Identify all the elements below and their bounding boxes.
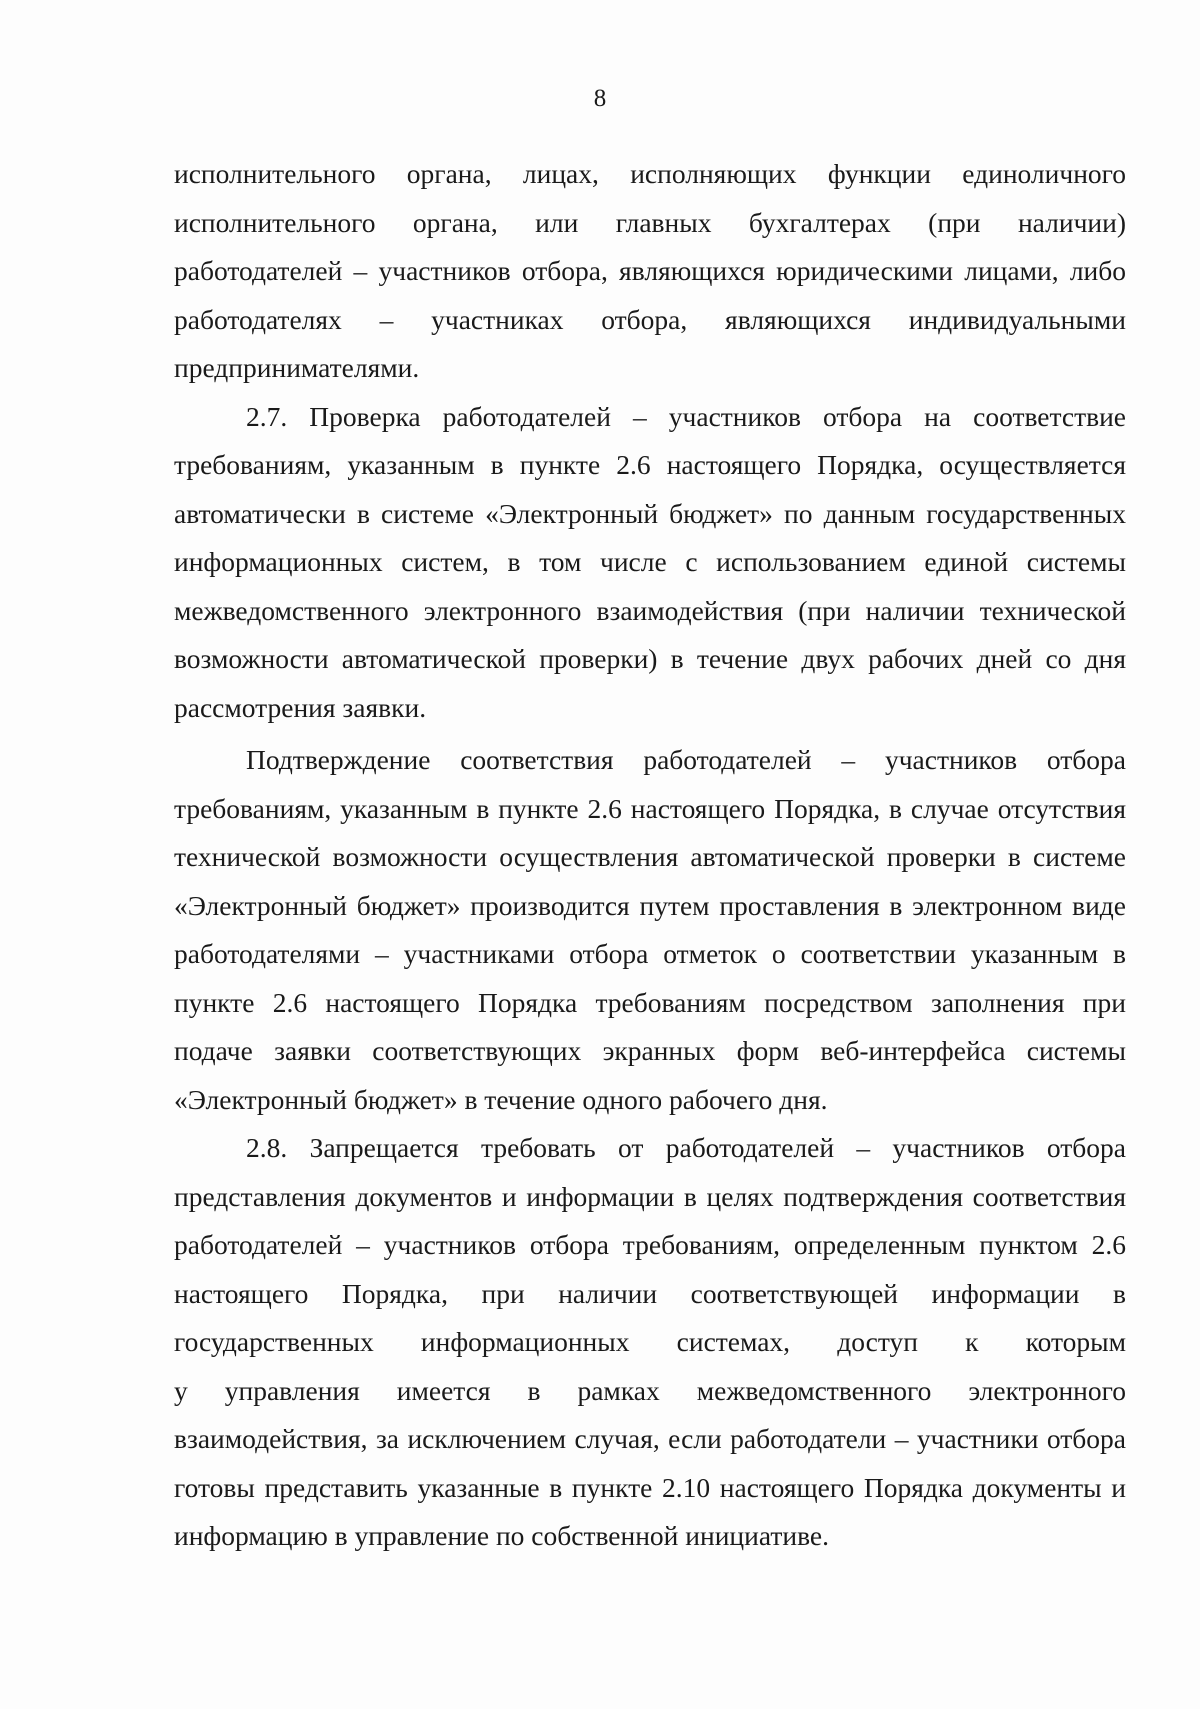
text-line: исполнительного органа, лицах, исполняющих функции единоличного <box>174 158 1126 189</box>
text-line: настоящего Порядка, при наличии соответствующей информации в <box>174 1277 1126 1309</box>
text-line: подаче заявки соответствующих экранных форм веб-интерфейса системы <box>174 1035 1126 1066</box>
text-line: работодателями – участниками отбора отметок о соответствии указанным в <box>174 938 1126 969</box>
text-line: предпринимателями. <box>174 352 420 383</box>
text-line: информационных систем, в том числе с использованием единой системы <box>174 546 1126 577</box>
text-line: у управления имеется в рамках межведомственного электронного <box>174 1374 1126 1406</box>
document-body <box>174 150 1126 1561</box>
text-line: «Электронный бюджет» производится путем проставления в электронном виде <box>174 889 1126 921</box>
text-line: исполнительного органа, или главных бухгалтерах (при наличии) <box>174 206 1126 238</box>
paragraph-confirmation <box>174 736 1126 1124</box>
text-line: пункте 2.6 настоящего Порядка требованиям посредством заполнения при <box>174 986 1126 1018</box>
text-line: возможности автоматической проверки) в течение двух рабочих дней со дня <box>174 643 1126 674</box>
text-line: работодателей – участников отбора требованиям, определенным пунктом 2.6 <box>174 1229 1126 1260</box>
text-line: взаимодействия, за исключением случая, если работодатели – участники отбора <box>174 1423 1126 1454</box>
text-line: информацию в управление по собственной инициативе. <box>174 1520 829 1551</box>
text-line: государственных информационных системах, доступ к которым <box>174 1326 1126 1357</box>
text-line: готовы представить указанные в пункте 2.10 настоящего Порядка документы и <box>174 1471 1126 1503</box>
paragraph-2-8 <box>174 1124 1126 1561</box>
text-line: технической возможности осуществления автоматической проверки в системе <box>174 841 1126 872</box>
paragraph-2-7 <box>174 393 1126 733</box>
paragraph-continued <box>174 150 1126 393</box>
text-line: требованиям, указанным в пункте 2.6 настоящего Порядка, в случае отсутствия <box>174 792 1126 824</box>
text-line: рассмотрения заявки. <box>174 691 427 723</box>
text-line: межведомственного электронного взаимодействия (при наличии технической <box>174 594 1126 626</box>
text-line: 2.8. Запрещается требовать от работодателей – участников отбора <box>246 1132 1126 1163</box>
text-line: 2.7. Проверка работодателей – участников отбора на соответствие <box>246 400 1126 432</box>
text-line: автоматически в системе «Электронный бюджет» по данным государственных <box>174 497 1126 529</box>
text-line: требованиям, указанным в пункте 2.6 настоящего Порядка, осуществляется <box>174 449 1126 480</box>
text-line: Подтверждение соответствия работодателей – участников отбора <box>246 744 1126 775</box>
text-line: работодателях – участниках отбора, являющихся индивидуальными <box>174 303 1126 335</box>
text-line: работодателей – участников отбора, являющихся юридическими лицами, либо <box>174 255 1126 286</box>
text-line: представления документов и информации в целях подтверждения соответствия <box>174 1180 1126 1212</box>
page-number: 8 <box>593 85 607 112</box>
text-line: «Электронный бюджет» в течение одного рабочего дня. <box>174 1083 828 1115</box>
